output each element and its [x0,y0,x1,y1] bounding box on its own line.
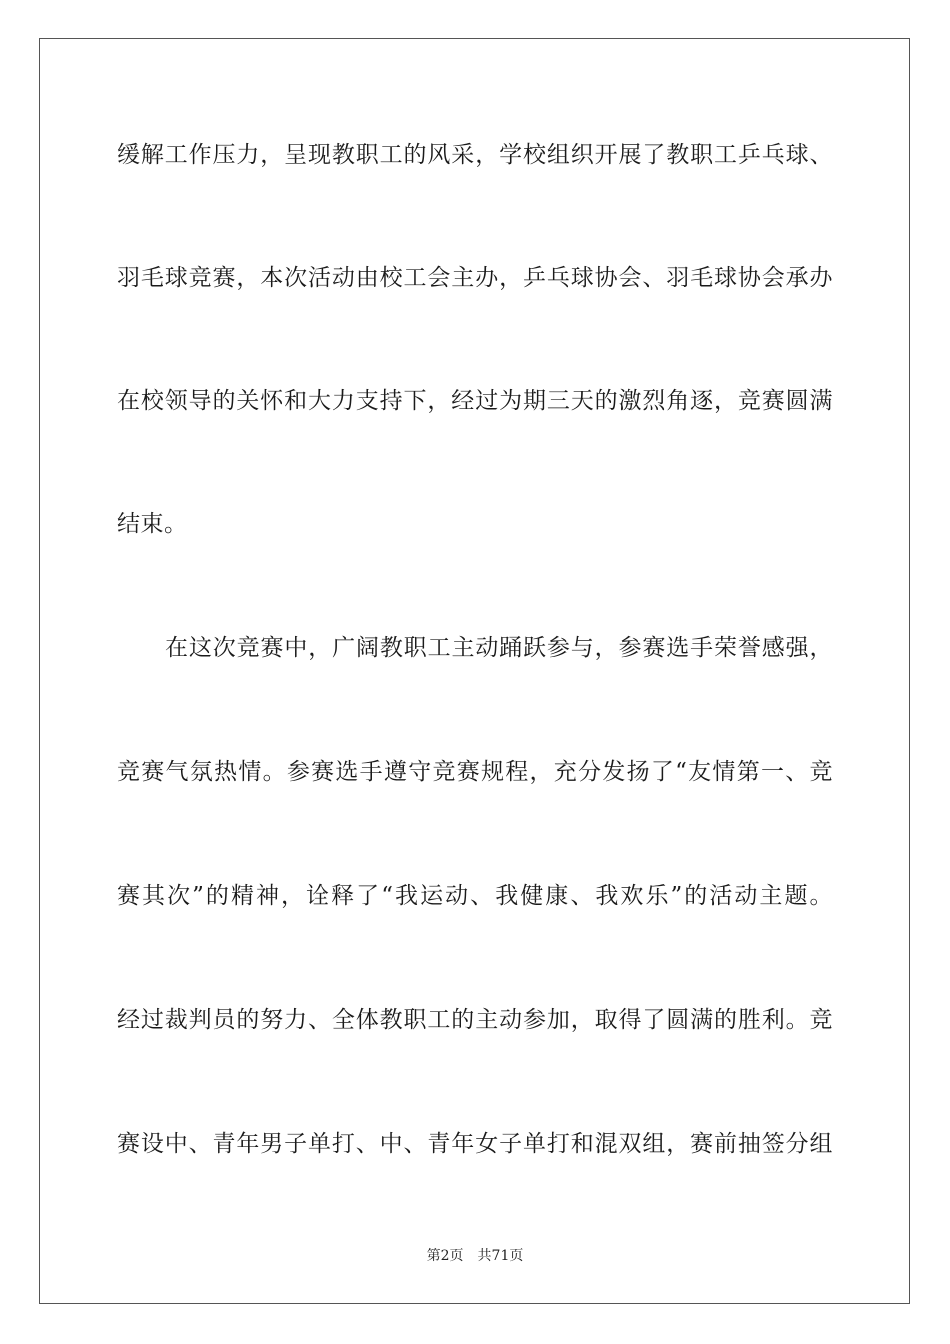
text-line: 结束。 [117,511,188,537]
page-border [39,38,910,1304]
text-line: 赛其次”的精神，诠释了“我运动、我健康、我欢乐”的活动主题。 [117,883,833,909]
text-line-paragraph-start: 在这次竞赛中，广阔教职工主动踊跃参与，参赛选手荣誉感强， [165,635,833,661]
page-total: 共71页 [477,1248,524,1264]
page-number: 第2页 [426,1248,464,1264]
text-line: 在校领导的关怀和大力支持下，经过为期三天的激烈角逐，竞赛圆满 [117,388,833,414]
text-line: 赛设中、青年男子单打、中、青年女子单打和混双组，赛前抽签分组 [117,1131,833,1157]
text-line: 羽毛球竞赛，本次活动由校工会主办，乒乓球协会、羽毛球协会承办 [117,265,833,291]
page-footer [0,1245,950,1265]
text-line: 缓解工作压力，呈现教职工的风采，学校组织开展了教职工乒乓球、 [117,142,833,168]
text-line: 经过裁判员的努力、全体教职工的主动参加，取得了圆满的胜利。竞 [117,1007,833,1033]
text-line: 竞赛气氛热情。参赛选手遵守竞赛规程，充分发扬了“友情第一、竞 [117,759,833,785]
